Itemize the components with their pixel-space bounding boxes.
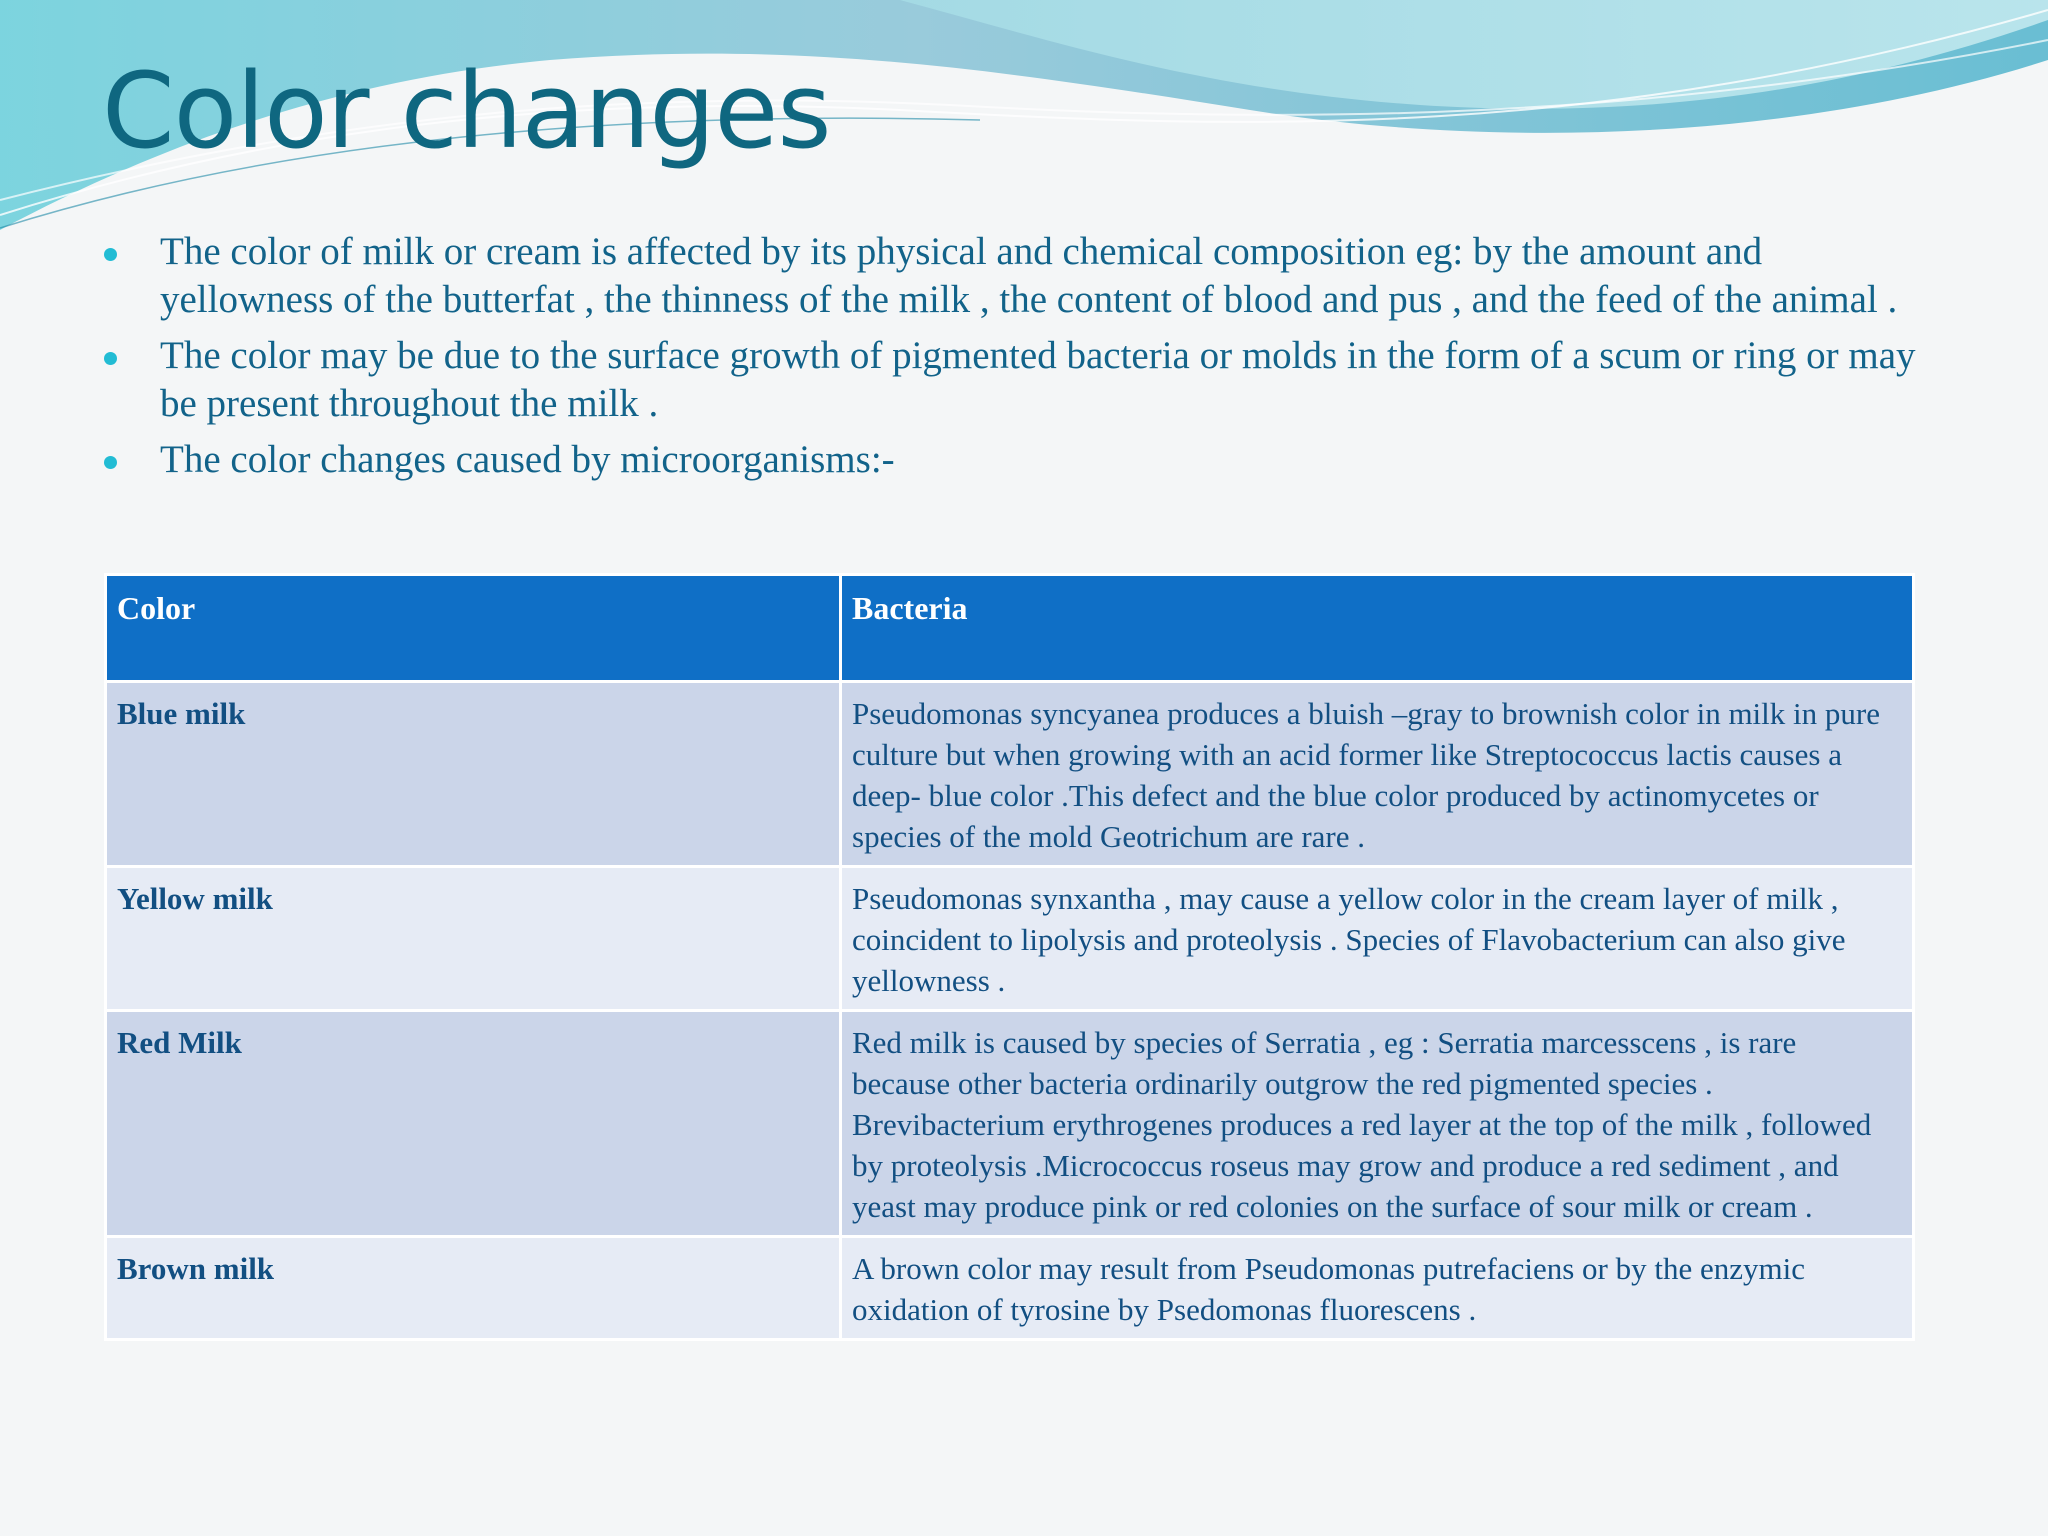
table-row	[106, 682, 1914, 867]
bullet-list	[98, 228, 1938, 492]
color-cell: Red Milk	[106, 1011, 841, 1237]
bacteria-cell: Red milk is caused by species of Serratia , eg : Serratia marcesscens , is rare because other bacteria ordinarily outgrow the red pigmented species . Brevibacterium erythrogenes produces a red layer at the top of the milk , followed by proteolysis .Micrococcus roseus may grow and produce a red sediment , and yeast may produce pink or red colonies on the surface of sour milk or cream .	[841, 1011, 1914, 1237]
table-header-row	[106, 575, 1914, 682]
bullet-text: The color changes caused by microorganisms:-	[160, 438, 895, 481]
color-bacteria-table	[104, 573, 1915, 1341]
bacteria-cell: Pseudomonas syncyanea produces a bluish –gray to brownish color in milk in pure culture but when growing with an acid former like Streptococcus lactis causes a deep- blue color .This defect and the blue color produced by actinomycetes or species of the mold Geotrichum are rare .	[841, 682, 1914, 867]
bullet-text: The color may be due to the surface growth of pigmented bacteria or molds in the form of a scum or ring or may be present throughout the milk .	[160, 334, 1916, 425]
bullet-text: The color of milk or cream is affected by its physical and chemical composition eg: by the amount and yellowness of the butterfat , the thinness of the milk , the content of blood and pus , and the feed of the animal .	[160, 230, 1898, 321]
bacteria-cell: Pseudomonas synxantha , may cause a yellow color in the cream layer of milk , coincident to lipolysis and proteolysis . Species of Flavobacterium can also give yellowness .	[841, 867, 1914, 1011]
color-cell: Yellow milk	[106, 867, 841, 1011]
column-header-color: Color	[106, 575, 841, 682]
bacteria-cell: A brown color may result from Pseudomonas putrefaciens or by the enzymic oxidation of tyrosine by Psedomonas fluorescens .	[841, 1237, 1914, 1340]
bullet-item	[98, 436, 1938, 484]
slide-title: Color changes	[102, 50, 831, 172]
bullet-item	[98, 332, 1938, 428]
color-cell: Blue milk	[106, 682, 841, 867]
bullet-dot-icon	[104, 248, 117, 261]
bullet-item	[98, 228, 1938, 324]
column-header-bacteria: Bacteria	[841, 575, 1914, 682]
bullet-dot-icon	[104, 456, 117, 469]
table-row	[106, 1011, 1914, 1237]
color-cell: Brown milk	[106, 1237, 841, 1340]
table-row	[106, 867, 1914, 1011]
bullet-dot-icon	[104, 352, 117, 365]
table-row	[106, 1237, 1914, 1340]
